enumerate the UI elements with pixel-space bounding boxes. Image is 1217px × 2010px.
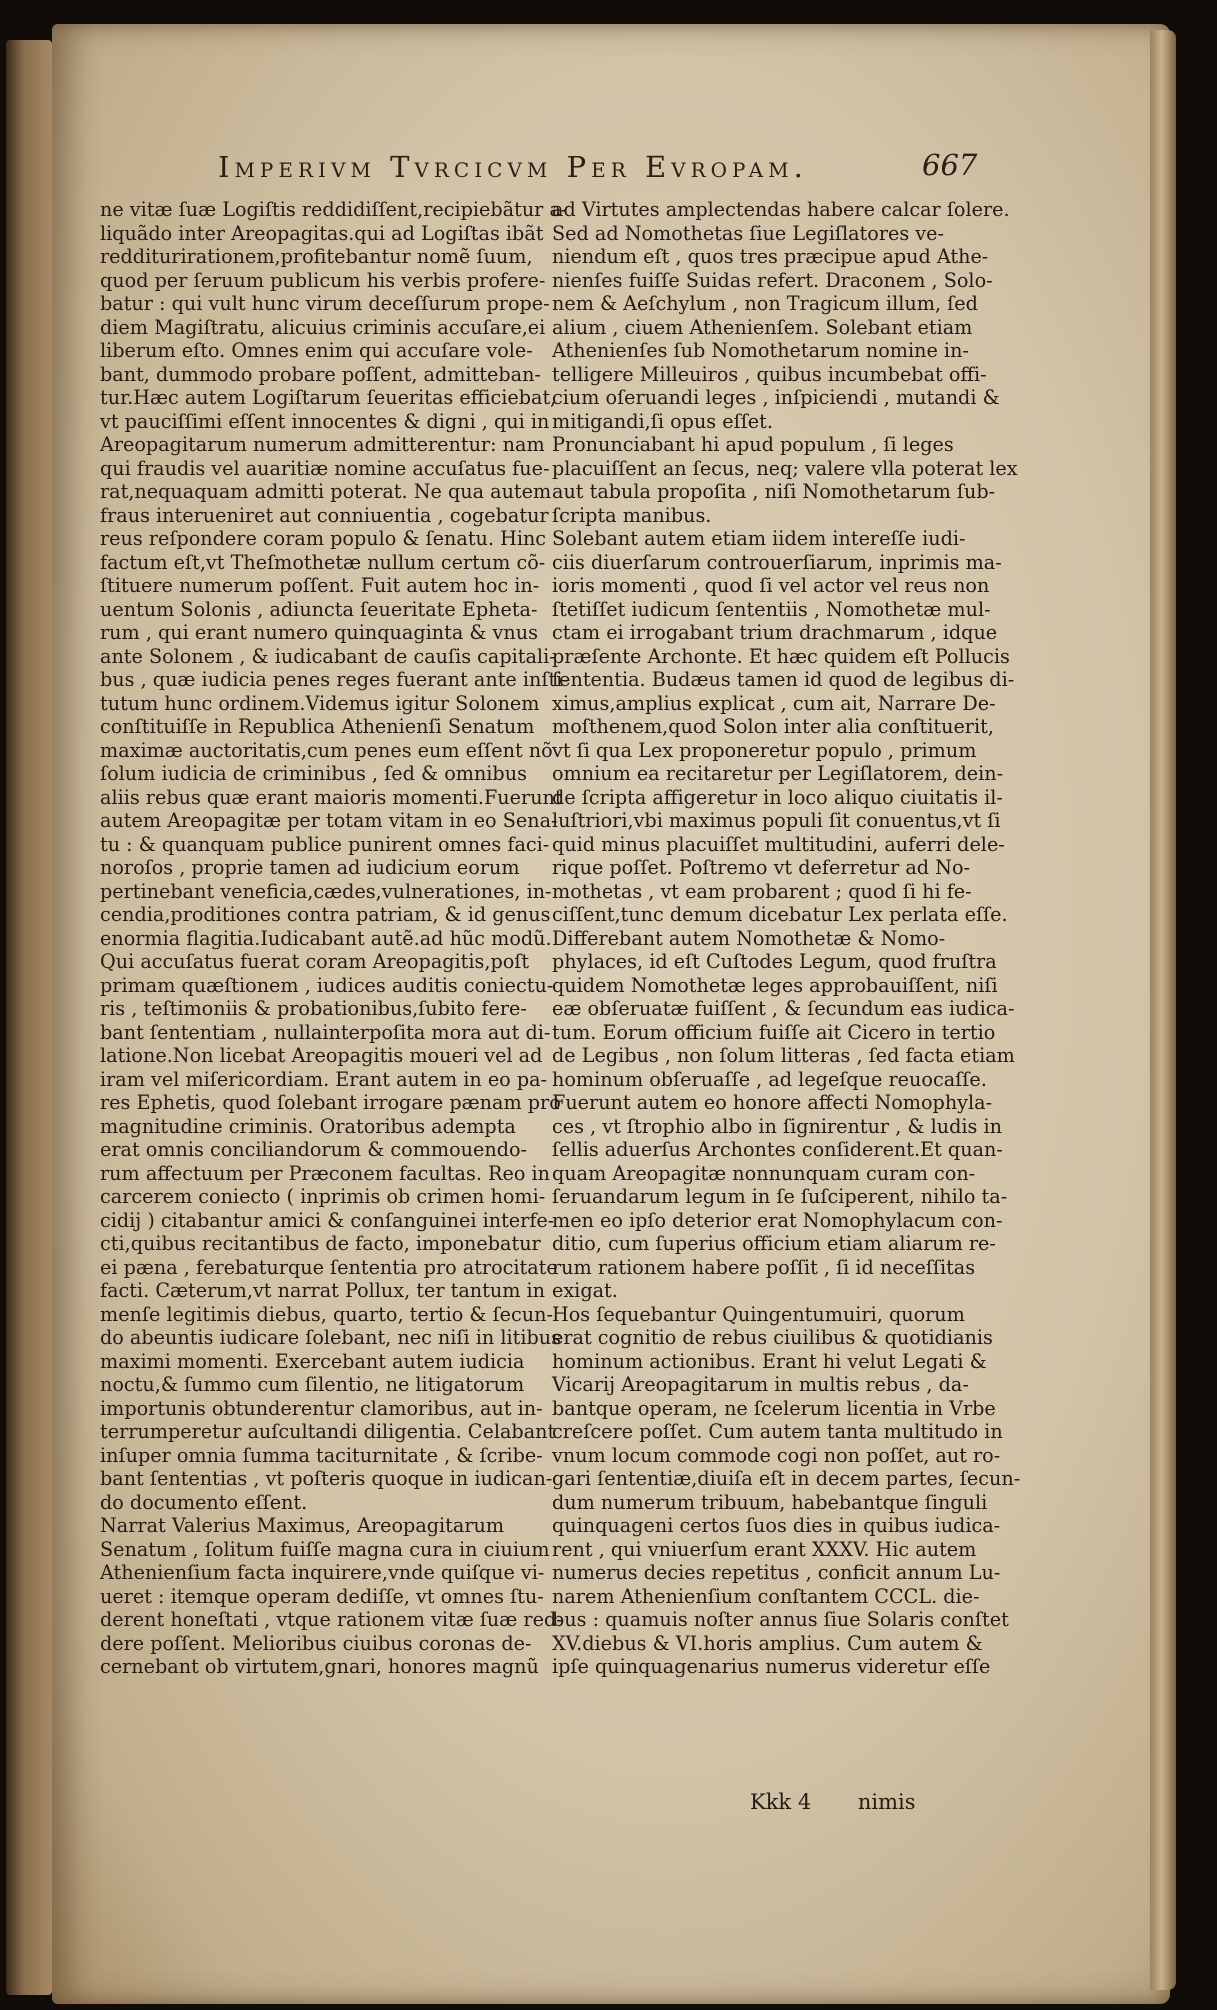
text-line: batur : qui vult hunc virum deceſſurum prope- [100,292,550,315]
text-line: iram vel miſericordiam. Erant autem in eo pa- [100,1067,548,1091]
text-line: facti. Cæterum,vt narrat Pollux, ter tantum in [100,1279,546,1302]
text-line: bantque operam, ne ſcelerum licentia in Vrbe [552,1396,996,1420]
text-line: nienſes fuiſſe Suidas refert. Draconem , Solo- [552,268,993,292]
text-line: ctam ei irrogabant trium drachmarum , idque [552,621,998,644]
text-line: importunis obtunderentur clamoribus, aut in- [100,1396,543,1420]
text-line: quinquageni certos ſuos dies in quibus iudica- [552,1514,1001,1537]
text-line: mothetas , vt eam probarent ; quod ſi hi fe- [552,879,972,903]
text-line: rat,nequaquam admitti poterat. Ne qua autem [100,480,552,503]
text-line: bus : quamuis noſter annus ſiue Solaris conſtet [552,1608,1009,1631]
text-line: conſtituiſſe in Republica Athenienſi Senatum [100,715,535,738]
text-line: liquãdo inter Areopagitas.qui ad Logiſtas ibãt [100,221,544,245]
text-line: ſtituere numerum poſſent. Fuit autem hoc in- [100,574,540,597]
text-line: ces , vt ſtrophio albo in ſignirentur , & ludis in [552,1114,1002,1138]
text-line: quam Areopagitæ nonnunquam curam con- [552,1161,976,1185]
text-line: vt ſi qua Lex proponeretur populo , primum [552,738,977,762]
text-line: enormia flagitia.Iudicabant autẽ.ad hũc modũ. [100,926,552,950]
text-column-left [100,198,569,1679]
text-line: cidij ) citabantur amici & conſanguinei interfe- [100,1208,555,1232]
text-line: noctu,& ſummo cum ſilentio, ne litigatorum [100,1373,525,1396]
text-line: placuiſſent an ſecus, neq; valere vlla poterat lex [552,456,1018,480]
text-line: do documento eſſent. [100,1490,308,1514]
text-line: magnitudine criminis. Oratoribus adempta [100,1114,516,1138]
text-line: diem Magiſtratu, alicuius criminis accuſare,ei [100,315,546,339]
text-line: factum eſt,vt Theſmothetæ nullum certum cõ- [100,550,546,574]
text-line: hominum obſeruaſſe , ad legeſque reuocaſſe. [552,1067,987,1091]
text-line: tum. Eorum officium fuiſſe ait Cicero in tertio [552,1020,996,1044]
text-line: uentum Solonis , adiuncta ſeueritate Epheta- [100,597,538,621]
text-line: dere poſſent. Melioribus ciuibus coronas de- [100,1631,532,1655]
text-line: redditurirationem,profitebantur nomẽ ſuum, [100,245,533,268]
text-line: terrumperetur auſcultandi diligentia. Celabant [100,1420,556,1443]
text-line: dum numerum tribuum, habebantque ſinguli [552,1490,988,1514]
text-line: tu : & quanquam publice punirent omnes faci- [100,832,550,856]
text-line: rent , qui vniuerſum erant XXXV. Hic autem [552,1537,977,1561]
text-line: ſcripta manibus. [552,503,712,527]
page-fold [1150,30,1176,1990]
text-line: numerus decies repetitus , conficit annum Lu- [552,1561,1001,1584]
text-line: Athenienſes ſub Nomothetarum nomine in- [552,339,969,362]
text-line: ciis diuerſarum controuerſiarum, inprimis ma- [552,550,1002,574]
text-line: hominum actionibus. Erant hi velut Legati & [552,1349,987,1373]
text-line: bant ſententiam , nullainterpoſita mora aut di- [100,1020,551,1044]
text-line: ſeruandarum legum in ſe ſuſciperent, nihilo ta- [552,1185,1008,1208]
text-line: rum , qui erant numero quinquaginta & vnus [100,621,538,644]
page-number: 667 [922,148,978,182]
text-line: Sed ad Nomothetas ſiue Legiſlatores ve- [552,221,944,245]
text-line: cendia,proditiones contra patriam, & id genus [100,903,551,926]
text-line: telligere Milleuiros , quibus incumbebat offi- [552,362,987,386]
text-line: ximus,amplius explicat , cum ait, Narrare De- [552,691,996,715]
text-line: tutum hunc ordinem.Videmus igitur Solonem [100,691,540,715]
text-line: nem & Aeſchylum , non Tragicum illum, ſed [552,292,978,315]
text-line: menſe legitimis diebus, quarto, tertio & ſecun- [100,1302,553,1326]
text-line: derent honeſtati , vtque rationem vitæ ſuæ red- [100,1608,563,1631]
text-line: vnum locum commode cogi non poſſet, aut ro- [552,1443,1001,1467]
text-line: men eo ipſo deterior erat Nomophylacum con- [552,1208,1003,1232]
text-line: Fuerunt autem eo honore affecti Nomophyla- [552,1091,993,1114]
text-line: Qui accuſatus fuerat coram Areopagitis,poſt [100,950,530,973]
text-line: Solebant autem etiam iidem intereſſe iudi- [552,527,966,550]
text-line: de Legibus , non ſolum litteras , ſed facta etiam [552,1044,1015,1067]
text-line: moſthenem,quod Solon inter alia conſtituerit, [552,715,994,738]
text-line: ne vitæ ſuæ Logiſtis reddidiſſent,recipiebãtur a- [100,198,568,221]
text-line: maximæ auctoritatis,cum penes eum eſſent nõ [100,738,553,762]
text-line: quid minus placuiſſet multitudini, auferri dele- [552,832,1005,856]
text-line: tur.Hæc autem Logiſtarum ſeueritas efficiebat, [100,386,557,409]
text-line: ciſſent,tunc demum dicebatur Lex perlata eſſe. [552,903,1008,926]
text-line: aut tabula propoſita , niſi Nomothetarum ſub- [552,480,996,503]
text-line: ueret : itemque operam dediſſe, vt omnes ſtu- [100,1584,544,1608]
text-line: Narrat Valerius Maximus, Areopagitarum [100,1514,505,1537]
text-line: rum rationem habere poſſit , ſi id neceſſitas [552,1255,976,1279]
text-line: fraus interueniret aut conniuentia , cogebatur [100,503,549,527]
text-line: creſcere poſſet. Cum autem tanta multitudo in [552,1420,1003,1443]
text-line: Athenienſium facta inquirere,vnde quiſque vi- [100,1561,545,1584]
text-line: ei pæna , ferebaturque ſententia pro atrocitate [100,1255,558,1279]
text-line: rique poſſet. Poſtremo vt deferretur ad No- [552,856,971,879]
text-line: latione.Non licebat Areopagitis moueri vel ad [100,1044,543,1067]
text-line: noroſos , proprie tamen ad iudicium eorum [100,856,520,879]
text-line: quidem Nomothetæ leges approbauiſſent, niſi [552,973,998,997]
text-line: vt pauciſſimi eſſent innocentes & digni , qui in [100,409,550,433]
text-line: pertinebant veneficia,cædes,vulnerationes, in- [100,879,552,903]
text-line: aliis rebus quæ erant maioris momenti.Fuerunt [100,785,563,809]
text-line: ad Virtutes amplectendas habere calcar ſolere. [552,198,1010,221]
text-line: eæ obſeruatæ fuiſſent , & ſecundum eas iudica- [552,997,1015,1020]
text-line: ſellis aduerſus Archontes conſiderent.Et quan- [552,1138,1003,1161]
text-line: omnium ea recitaretur per Legiſlatorem, dein- [552,762,1004,785]
text-line: exigat. [552,1279,618,1302]
text-line: Pronunciabant hi apud populum , ſi leges [552,433,954,456]
text-line: bant ſententias , vt poſteris quoque in iudican- [100,1467,553,1490]
text-line: præſente Archonte. Et hæc quidem eſt Pollucis [552,644,1010,668]
text-line: carcerem coniecto ( inprimis ob crimen homi- [100,1185,546,1208]
text-line: ſententia. Budæus tamen id quod de legibus di- [552,668,1015,691]
page-footer [750,1790,980,1814]
signature-mark: Kkk 4 [750,1790,812,1814]
text-line: liberum eſto. Omnes enim qui accuſare vole- [100,339,533,362]
text-line: maximi momenti. Exercebant autem iudicia [100,1349,525,1373]
text-line: inſuper omnia ſumma taciturnitate , & ſcribe- [100,1443,543,1467]
text-line: bant, dummodo probare poſſent, admitteban- [100,362,541,386]
text-line: Senatum , ſolitum fuiſſe magna cura in ciuium [100,1537,550,1561]
running-title: Imperivm Tvrcicvm Per Evropam. [218,150,808,184]
text-line: ris , teſtimoniis & probationibus,ſubito fere- [100,997,527,1020]
text-line: gari ſententiæ,diuiſa eſt in decem partes, ſecun- [552,1467,1021,1490]
text-line: ante Solonem , & iudicabant de cauſis capitali- [100,644,556,668]
text-line: Vicarij Areopagitarum in multis rebus , da- [552,1373,969,1396]
text-line: ditio, cum ſuperius officium etiam aliarum re- [552,1232,996,1255]
text-line: reus reſpondere coram populo & ſenatu. Hinc [100,527,547,550]
text-line: primam quæſtionem , iudices auditis coniectu- [100,973,554,997]
text-line: phylaces, id eſt Cuſtodes Legum, quod fruſtra [552,950,997,973]
text-line: mitigandi,ſi opus eſſet. [552,409,773,433]
previous-page-edge [6,40,52,1995]
text-line: autem Areopagitæ per totam vitam in eo Sena- [100,809,558,832]
text-line: luſtriori,vbi maximus populi ſit conuentus,vt ſi [552,809,1001,832]
text-line: quod per ſeruum publicum his verbis profere- [100,268,546,292]
text-line: ſtetiſſet iudicum ſententiis , Nomothetæ mul- [552,597,991,621]
text-line: Areopagitarum numerum admitterentur: nam [100,433,545,456]
text-line: qui fraudis vel auaritiæ nomine accuſatus fue- [100,456,550,480]
text-line: narem Athenienſium conſtantem CCCL. die- [552,1584,980,1608]
text-column-right [552,198,1021,1679]
text-line: bus , quæ iudicia penes reges fuerant ante inſti- [100,668,569,691]
text-line: XV.diebus & VI.horis amplius. Cum autem & [552,1631,983,1655]
text-line: erat omnis conciliandorum & commouendo- [100,1138,528,1161]
text-line: ipſe quinquagenarius numerus videretur eſſe [552,1655,991,1678]
text-line: Differebant autem Nomothetæ & Nomo- [552,926,946,950]
text-line: cium oſeruandi leges , inſpiciendi , mutandi & [552,386,1000,409]
text-line: alium , ciuem Athenienſem. Solebant etiam [552,315,973,339]
text-line: rum affectuum per Præconem facultas. Reo in [100,1161,550,1185]
text-line: ioris momenti , quod ſi vel actor vel reus non [552,574,990,597]
text-line: res Ephetis, quod ſolebant irrogare pænam pro [100,1091,561,1114]
text-line: cernebant ob virtutem,gnari, honores magnũ [100,1655,539,1678]
text-line: do abeuntis iudicare ſolebant, nec niſi in litibus [100,1326,561,1349]
text-line: erat cognitio de rebus ciuilibus & quotidianis [552,1326,993,1349]
catchword: nimis [857,1790,916,1814]
text-line: ſolum iudicia de criminibus , ſed & omnibus [100,762,527,785]
text-line: Hos ſequebantur Quingentumuiri, quorum [552,1302,965,1326]
text-line: de ſcripta affigeretur in loco aliquo ciuitatis il- [552,785,1003,809]
text-line: cti,quibus recitantibus de facto, imponebatur [100,1232,541,1255]
text-line: niendum eſt , quos tres præcipue apud Athe- [552,245,989,268]
